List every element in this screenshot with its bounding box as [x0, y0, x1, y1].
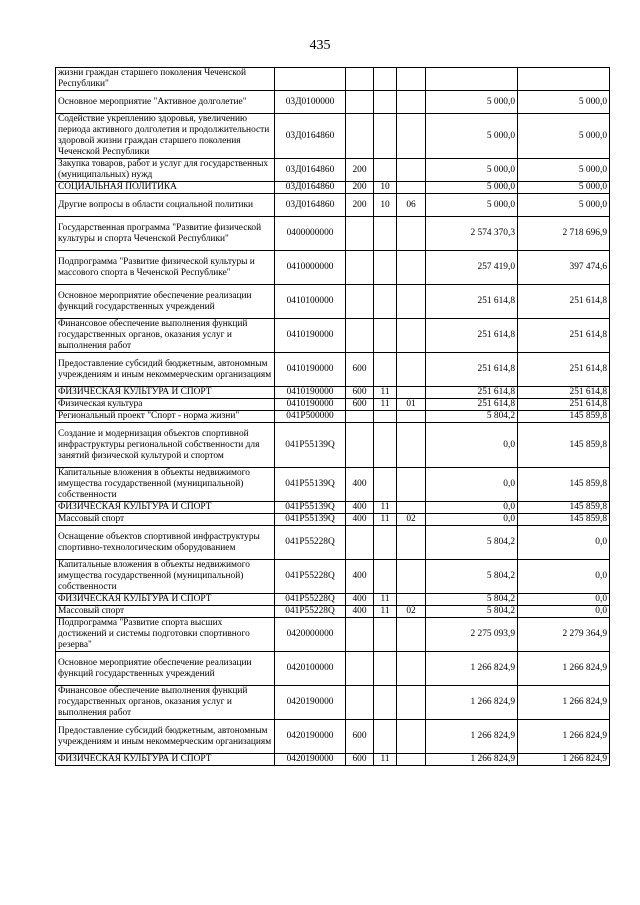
amount-year-2: 145 859,8 [518, 514, 610, 526]
expense-type-code [346, 618, 374, 652]
amount-year-2: 1 266 824,9 [518, 720, 610, 754]
amount-year-1: 5 000,0 [426, 114, 518, 159]
subsection-code [397, 251, 426, 285]
section-code [374, 468, 397, 502]
target-article-code: 041P55228Q [275, 606, 346, 618]
table-row [56, 526, 610, 560]
section-code [374, 423, 397, 468]
amount-year-1: 251 614,8 [426, 387, 518, 399]
amount-year-2: 0,0 [518, 560, 610, 594]
amount-year-2: 5 000,0 [518, 159, 610, 182]
budget-table-body [56, 68, 610, 766]
amount-year-2: 1 266 824,9 [518, 652, 610, 686]
target-article-code: 041P55139Q [275, 468, 346, 502]
section-code [374, 353, 397, 387]
item-name: Оснащение объектов спортивной инфраструктуры спортивно-технологическим оборудованием [56, 526, 275, 560]
amount-year-2: 251 614,8 [518, 399, 610, 411]
subsection-code [397, 594, 426, 606]
subsection-code [397, 411, 426, 423]
target-article-code [275, 68, 346, 91]
expense-type-code: 200 [346, 159, 374, 182]
item-name: ФИЗИЧЕСКАЯ КУЛЬТУРА И СПОРТ [56, 387, 275, 399]
item-name: Содействие укреплению здоровья, увеличению периода активного долголетия и продолжительности здоровой жизни граждан старшего поколения Чеченской Республики [56, 114, 275, 159]
item-name: Региональный проект "Спорт - норма жизни" [56, 411, 275, 423]
table-row [56, 91, 610, 114]
subsection-code: 02 [397, 606, 426, 618]
amount-year-1: 257 419,0 [426, 251, 518, 285]
expense-type-code: 600 [346, 387, 374, 399]
item-name: Капитальные вложения в объекты недвижимого имущества государственной (муниципальной) собственности [56, 560, 275, 594]
expense-type-code [346, 114, 374, 159]
expense-type-code [346, 686, 374, 720]
section-code [374, 217, 397, 251]
section-code [374, 720, 397, 754]
expense-type-code [346, 423, 374, 468]
target-article-code: 0420100000 [275, 652, 346, 686]
target-article-code: 0400000000 [275, 217, 346, 251]
budget-table [55, 67, 610, 766]
table-row [56, 114, 610, 159]
item-name: Капитальные вложения в объекты недвижимого имущества государственной (муниципальной) собственности [56, 468, 275, 502]
subsection-code [397, 526, 426, 560]
amount-year-2: 145 859,8 [518, 468, 610, 502]
target-article-code: 0410190000 [275, 319, 346, 353]
subsection-code [397, 353, 426, 387]
item-name: Другие вопросы в области социальной политики [56, 194, 275, 217]
section-code [374, 251, 397, 285]
amount-year-2: 0,0 [518, 526, 610, 560]
subsection-code: 06 [397, 194, 426, 217]
subsection-code [397, 159, 426, 182]
table-row [56, 285, 610, 319]
subsection-code: 02 [397, 514, 426, 526]
table-row [56, 560, 610, 594]
table-row [56, 754, 610, 766]
item-name: Подпрограмма "Развитие физической культуры и массового спорта в Чеченской Республике" [56, 251, 275, 285]
section-code [374, 68, 397, 91]
target-article-code: 041P55228Q [275, 594, 346, 606]
section-code: 11 [374, 514, 397, 526]
expense-type-code: 600 [346, 399, 374, 411]
section-code: 11 [374, 387, 397, 399]
amount-year-1: 5 804,2 [426, 594, 518, 606]
target-article-code: 03Д0164860 [275, 182, 346, 194]
amount-year-2: 251 614,8 [518, 319, 610, 353]
item-name: жизни граждан старшего поколения Чеченской Республики" [56, 68, 275, 91]
item-name: Государственная программа "Развитие физической культуры и спорта Чеченской Республики" [56, 217, 275, 251]
table-row [56, 319, 610, 353]
table-row [56, 720, 610, 754]
table-row [56, 194, 610, 217]
target-article-code: 03Д0100000 [275, 91, 346, 114]
expense-type-code: 400 [346, 560, 374, 594]
subsection-code [397, 754, 426, 766]
item-name: Физическая культура [56, 399, 275, 411]
table-row [56, 159, 610, 182]
item-name: Финансовое обеспечение выполнения функций государственных органов, оказания услуг и выполнения работ [56, 686, 275, 720]
section-code: 11 [374, 399, 397, 411]
amount-year-1: 5 000,0 [426, 91, 518, 114]
section-code [374, 114, 397, 159]
table-row [56, 594, 610, 606]
target-article-code: 0410190000 [275, 387, 346, 399]
item-name: ФИЗИЧЕСКАЯ КУЛЬТУРА И СПОРТ [56, 502, 275, 514]
target-article-code: 0420190000 [275, 720, 346, 754]
expense-type-code [346, 91, 374, 114]
subsection-code [397, 285, 426, 319]
table-row [56, 217, 610, 251]
expense-type-code: 600 [346, 353, 374, 387]
table-row [56, 606, 610, 618]
subsection-code [397, 114, 426, 159]
table-row [56, 514, 610, 526]
section-code [374, 560, 397, 594]
amount-year-1: 1 266 824,9 [426, 720, 518, 754]
amount-year-2: 2 718 696,9 [518, 217, 610, 251]
expense-type-code: 600 [346, 754, 374, 766]
table-row [56, 502, 610, 514]
item-name: Основное мероприятие обеспечение реализации функций государственных учреждений [56, 285, 275, 319]
item-name: Закупка товаров, работ и услуг для государственных (муниципальных) нужд [56, 159, 275, 182]
section-code: 11 [374, 502, 397, 514]
table-row [56, 423, 610, 468]
subsection-code [397, 502, 426, 514]
item-name: СОЦИАЛЬНАЯ ПОЛИТИКА [56, 182, 275, 194]
subsection-code [397, 319, 426, 353]
amount-year-2: 5 000,0 [518, 182, 610, 194]
target-article-code: 041P55228Q [275, 526, 346, 560]
amount-year-2: 251 614,8 [518, 387, 610, 399]
amount-year-2: 251 614,8 [518, 285, 610, 319]
amount-year-2 [518, 68, 610, 91]
amount-year-1 [426, 68, 518, 91]
section-code: 10 [374, 194, 397, 217]
item-name: Основное мероприятие "Активное долголетие" [56, 91, 275, 114]
expense-type-code: 600 [346, 720, 374, 754]
section-code [374, 618, 397, 652]
subsection-code [397, 618, 426, 652]
target-article-code: 0420190000 [275, 754, 346, 766]
target-article-code: 041P55139Q [275, 502, 346, 514]
amount-year-1: 1 266 824,9 [426, 652, 518, 686]
amount-year-1: 0,0 [426, 514, 518, 526]
table-row [56, 652, 610, 686]
section-code: 10 [374, 182, 397, 194]
item-name: Предоставление субсидий бюджетным, автономным учреждениям и иным некоммерческим организациям [56, 720, 275, 754]
subsection-code [397, 68, 426, 91]
section-code: 11 [374, 606, 397, 618]
section-code [374, 319, 397, 353]
section-code [374, 159, 397, 182]
expense-type-code [346, 411, 374, 423]
target-article-code: 03Д0164860 [275, 114, 346, 159]
expense-type-code [346, 652, 374, 686]
amount-year-1: 0,0 [426, 423, 518, 468]
subsection-code [397, 423, 426, 468]
section-code [374, 652, 397, 686]
amount-year-1: 251 614,8 [426, 285, 518, 319]
table-row [56, 387, 610, 399]
amount-year-1: 0,0 [426, 502, 518, 514]
subsection-code: 01 [397, 399, 426, 411]
target-article-code: 0410190000 [275, 353, 346, 387]
expense-type-code: 400 [346, 502, 374, 514]
amount-year-1: 5 804,2 [426, 526, 518, 560]
subsection-code [397, 91, 426, 114]
item-name: ФИЗИЧЕСКАЯ КУЛЬТУРА И СПОРТ [56, 754, 275, 766]
item-name: Массовый спорт [56, 514, 275, 526]
subsection-code [397, 652, 426, 686]
amount-year-2: 251 614,8 [518, 353, 610, 387]
target-article-code: 0420000000 [275, 618, 346, 652]
target-article-code: 0410190000 [275, 399, 346, 411]
expense-type-code: 400 [346, 594, 374, 606]
section-code [374, 91, 397, 114]
amount-year-2: 1 266 824,9 [518, 686, 610, 720]
expense-type-code: 400 [346, 468, 374, 502]
amount-year-2: 2 279 364,9 [518, 618, 610, 652]
table-row [56, 468, 610, 502]
amount-year-1: 5 000,0 [426, 194, 518, 217]
item-name: Создание и модернизация объектов спортивной инфраструктуры региональной собственности для занятий физической культурой и спортом [56, 423, 275, 468]
item-name: Подпрограмма "Развитие спорта высших достижений и системы подготовки спортивного резерва" [56, 618, 275, 652]
expense-type-code [346, 319, 374, 353]
amount-year-2: 145 859,8 [518, 502, 610, 514]
page-number: 435 [309, 38, 331, 53]
item-name: Финансовое обеспечение выполнения функций государственных органов, оказания услуг и выполнения работ [56, 319, 275, 353]
amount-year-1: 2 574 370,3 [426, 217, 518, 251]
amount-year-1: 5 000,0 [426, 182, 518, 194]
amount-year-2: 0,0 [518, 594, 610, 606]
expense-type-code [346, 251, 374, 285]
table-row [56, 686, 610, 720]
expense-type-code [346, 526, 374, 560]
section-code: 11 [374, 594, 397, 606]
table-row [56, 411, 610, 423]
target-article-code: 041P500000 [275, 411, 346, 423]
expense-type-code: 400 [346, 514, 374, 526]
amount-year-2: 5 000,0 [518, 114, 610, 159]
amount-year-1: 5 804,2 [426, 411, 518, 423]
amount-year-1: 5 804,2 [426, 560, 518, 594]
expense-type-code [346, 217, 374, 251]
amount-year-2: 5 000,0 [518, 194, 610, 217]
amount-year-1: 5 000,0 [426, 159, 518, 182]
section-code [374, 686, 397, 720]
amount-year-2: 145 859,8 [518, 423, 610, 468]
subsection-code [397, 217, 426, 251]
subsection-code [397, 387, 426, 399]
amount-year-1: 251 614,8 [426, 399, 518, 411]
amount-year-2: 5 000,0 [518, 91, 610, 114]
amount-year-2: 1 266 824,9 [518, 754, 610, 766]
target-article-code: 041P55139Q [275, 423, 346, 468]
target-article-code: 041P55228Q [275, 560, 346, 594]
expense-type-code: 200 [346, 182, 374, 194]
target-article-code: 0420190000 [275, 686, 346, 720]
table-row [56, 182, 610, 194]
expense-type-code: 400 [346, 606, 374, 618]
table-row [56, 618, 610, 652]
amount-year-2: 145 859,8 [518, 411, 610, 423]
target-article-code: 0410000000 [275, 251, 346, 285]
subsection-code [397, 468, 426, 502]
table-row [56, 353, 610, 387]
expense-type-code [346, 285, 374, 319]
target-article-code: 0410100000 [275, 285, 346, 319]
amount-year-1: 5 804,2 [426, 606, 518, 618]
subsection-code [397, 560, 426, 594]
amount-year-1: 251 614,8 [426, 319, 518, 353]
subsection-code [397, 182, 426, 194]
section-code [374, 411, 397, 423]
amount-year-1: 1 266 824,9 [426, 686, 518, 720]
item-name: Предоставление субсидий бюджетным, автономным учреждениям и иным некоммерческим организациям [56, 353, 275, 387]
target-article-code: 03Д0164860 [275, 194, 346, 217]
expense-type-code: 200 [346, 194, 374, 217]
subsection-code [397, 720, 426, 754]
target-article-code: 03Д0164860 [275, 159, 346, 182]
expense-type-code [346, 68, 374, 91]
table-row [56, 399, 610, 411]
amount-year-2: 0,0 [518, 606, 610, 618]
amount-year-1: 0,0 [426, 468, 518, 502]
amount-year-1: 251 614,8 [426, 353, 518, 387]
item-name: Массовый спорт [56, 606, 275, 618]
section-code: 11 [374, 754, 397, 766]
amount-year-1: 1 266 824,9 [426, 754, 518, 766]
target-article-code: 041P55139Q [275, 514, 346, 526]
amount-year-1: 2 275 093,9 [426, 618, 518, 652]
subsection-code [397, 686, 426, 720]
table-row [56, 251, 610, 285]
section-code [374, 285, 397, 319]
amount-year-2: 397 474,6 [518, 251, 610, 285]
item-name: ФИЗИЧЕСКАЯ КУЛЬТУРА И СПОРТ [56, 594, 275, 606]
section-code [374, 526, 397, 560]
item-name: Основное мероприятие обеспечение реализации функций государственных учреждений [56, 652, 275, 686]
table-row [56, 68, 610, 91]
